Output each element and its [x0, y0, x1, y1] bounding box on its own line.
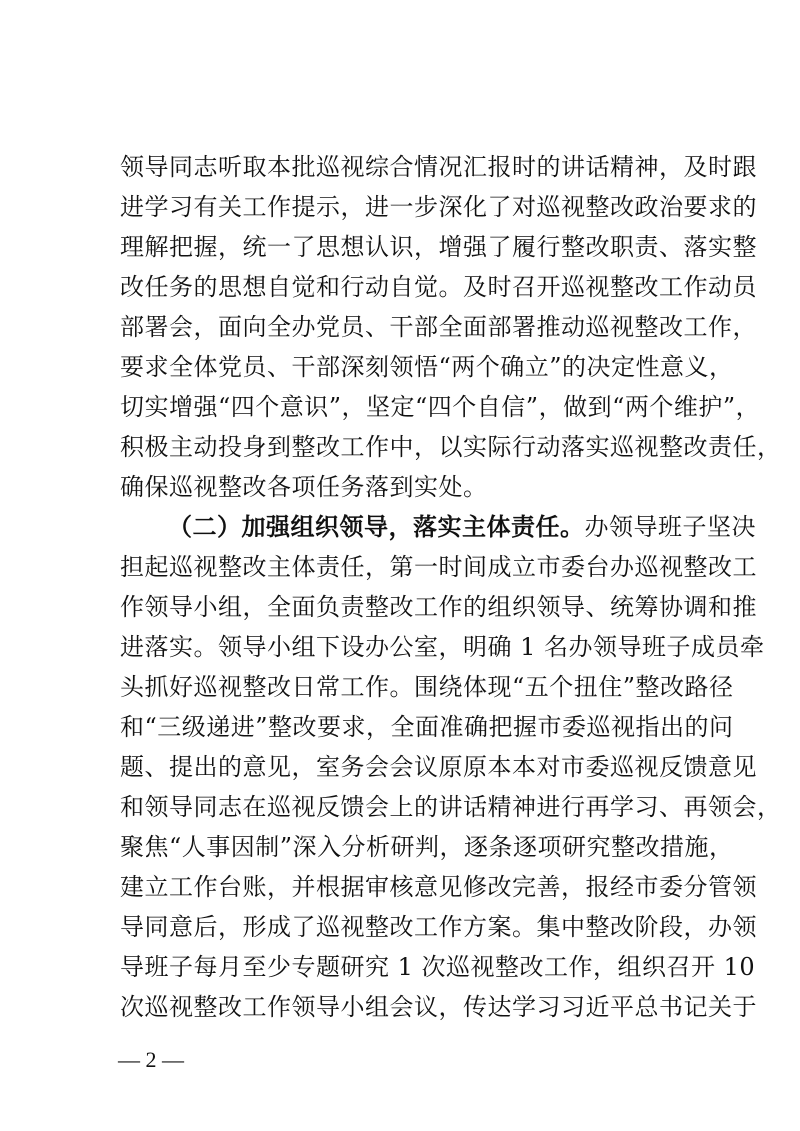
text-line: 切实增强“四个意识”，坚定“四个自信”，做到“两个维护”， — [120, 393, 761, 421]
text-line: 导班子每月至少专题研究 1 次巡视整改工作，组织召开 10 — [120, 953, 756, 981]
text-line: 作领导小组，全面负责整改工作的组织领导、统筹协调和推 — [120, 593, 757, 621]
text-line: 建立工作台账，并根据审核意见修改完善，报经市委分管领 — [120, 873, 757, 901]
section-heading: （二）加强组织领导，落实主体责任。 — [168, 512, 585, 541]
text-line: 理解把握，统一了思想认识，增强了履行整改职责、落实整 — [120, 233, 757, 261]
text-line: 和“三级递进”整改要求，全面准确把握市委巡视指出的问 — [120, 713, 734, 741]
text-line: 进学习有关工作提示，进一步深化了对巡视整改政治要求的 — [120, 193, 757, 221]
text-line: 要求全体党员、干部深刻领悟“两个确立”的决定性意义， — [120, 353, 734, 381]
text-line: 部署会，面向全办党员、干部全面部署推动巡视整改工作， — [120, 313, 757, 341]
text-line: 积极主动投身到整改工作中，以实际行动落实巡视整改责任， — [120, 433, 782, 461]
text-line: 次巡视整改工作领导小组会议，传达学习习近平总书记关于 — [120, 993, 757, 1021]
heading-line-text: 办领导班子坚决 — [584, 513, 756, 541]
section-heading-line — [168, 507, 756, 547]
text-line: 头抓好巡视整改日常工作。围绕体现“五个扭住”整改路径 — [120, 673, 734, 701]
text-line: 担起巡视整改主体责任，第一时间成立市委台办巡视整改工 — [120, 553, 757, 581]
text-line: 聚焦“人事因制”深入分析研判，逐条逐项研究整改措施， — [120, 833, 734, 861]
text-line: 题、提出的意见，室务会会议原原本本对市委巡视反馈意见 — [120, 753, 757, 781]
text-line: 和领导同志在巡视反馈会上的讲话精神进行再学习、再领会， — [120, 793, 782, 821]
text-line: 改任务的思想自觉和行动自觉。及时召开巡视整改工作动员 — [120, 273, 757, 301]
page-number: — 2 — — [118, 1047, 184, 1072]
text-line: 进落实。领导小组下设办公室，明确 1 名办领导班子成员牵 — [120, 633, 765, 661]
text-line: 领导同志听取本批巡视综合情况汇报时的讲话精神，及时跟 — [120, 153, 757, 181]
text-line: 导同意后，形成了巡视整改工作方案。集中整改阶段，办领 — [120, 913, 757, 941]
text-line: 确保巡视整改各项任务落到实处。 — [120, 473, 488, 501]
